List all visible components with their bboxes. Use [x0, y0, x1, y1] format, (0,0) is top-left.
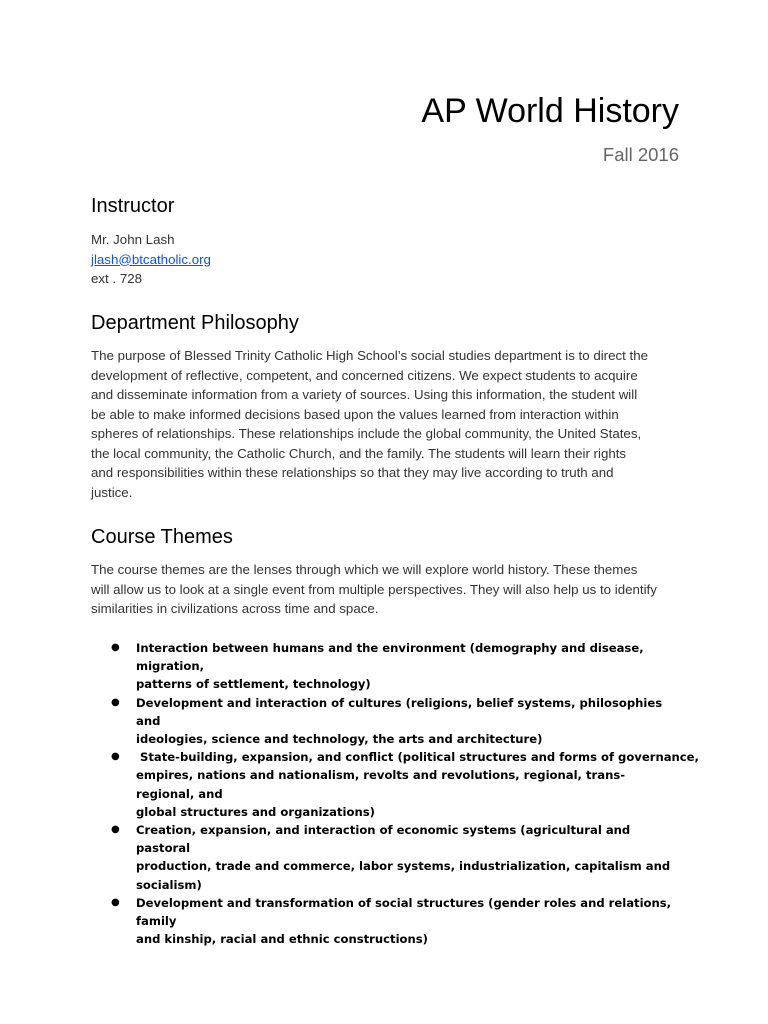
list-item [91, 821, 681, 894]
instructor-contact [91, 230, 211, 289]
department-line: be able to make informed decisions based upon the values learned from interaction within [91, 406, 619, 422]
themes-intro-line: will allow us to look at a single event from multiple perspectives. They will also help us to identify [91, 581, 657, 597]
list-item-line: Development and transformation of social structures (gender roles and relations, family [136, 895, 672, 929]
instructor-heading: Instructor [91, 195, 175, 217]
list-item-line: patterns of settlement, technology) [136, 677, 371, 692]
document-subtitle: Fall 2016 [602, 144, 679, 165]
list-item [91, 639, 681, 694]
list-item-line: Development and interaction of cultures (religions, belief systems, philosophies and [136, 695, 663, 728]
department-paragraph [91, 346, 679, 502]
bullet-icon: ● [111, 696, 120, 708]
list-item [91, 748, 699, 821]
themes-intro-line: similarities in civilizations across time and space. [91, 601, 379, 616]
department-line: development of reflective, competent, and concerned citizens. We expect students to acquire [91, 367, 638, 383]
list-item-line: socialism) [136, 877, 202, 892]
themes-intro-paragraph [91, 560, 679, 619]
list-item-line: Interaction between humans and the environment (demography and disease, migration, [136, 641, 644, 674]
department-line: justice. [91, 484, 133, 500]
department-line: The purpose of Blessed Trinity Catholic High School’s social studies department is to direct the [91, 348, 649, 363]
list-item [91, 894, 681, 949]
list-item-line: State-building, expansion, and conflict (political structures and forms of governance, [136, 750, 699, 765]
list-item-line: and kinship, racial and ethnic constructions) [136, 932, 428, 947]
bullet-icon: ● [111, 824, 120, 836]
list-item-line: production, trade and commerce, labor systems, industrialization, capitalism and [136, 859, 671, 874]
department-line: the local community, the Catholic Church, and the family. The students will learn their rights [91, 445, 627, 461]
list-item-line: ideologies, science and technology, the arts and architecture) [136, 732, 543, 747]
department-line: spheres of relationships. These relationships include the global community, the United States, [91, 426, 642, 441]
department-heading: Department Philosophy [91, 312, 299, 334]
bullet-icon: ● [111, 751, 120, 763]
themes-list [91, 639, 699, 948]
list-item-line: global structures and organizations) [136, 804, 375, 819]
themes-intro-line: The course themes are the lenses through which we will explore world history. These themes [91, 562, 638, 577]
list-item-line: empires, nations and nationalism, revolts and revolutions, regional, trans-regional, and [136, 768, 626, 801]
list-item [91, 694, 681, 749]
bullet-icon: ● [111, 642, 120, 653]
department-line: and responsibilities within these relationships so that they may live according to truth and [91, 465, 614, 480]
themes-heading: Course Themes [91, 526, 233, 548]
instructor-extension: ext . 728 [91, 271, 143, 286]
document-title: AP World History [421, 92, 679, 130]
department-line: and disseminate information from a variety of sources. Using this information, the student will [91, 387, 638, 402]
bullet-icon: ● [111, 896, 120, 908]
instructor-name: Mr. John Lash [91, 232, 175, 247]
list-item-line: Creation, expansion, and interaction of economic systems (agricultural and pastoral [136, 823, 631, 856]
instructor-email-link[interactable]: jlash@btcatholic.org [91, 251, 211, 267]
